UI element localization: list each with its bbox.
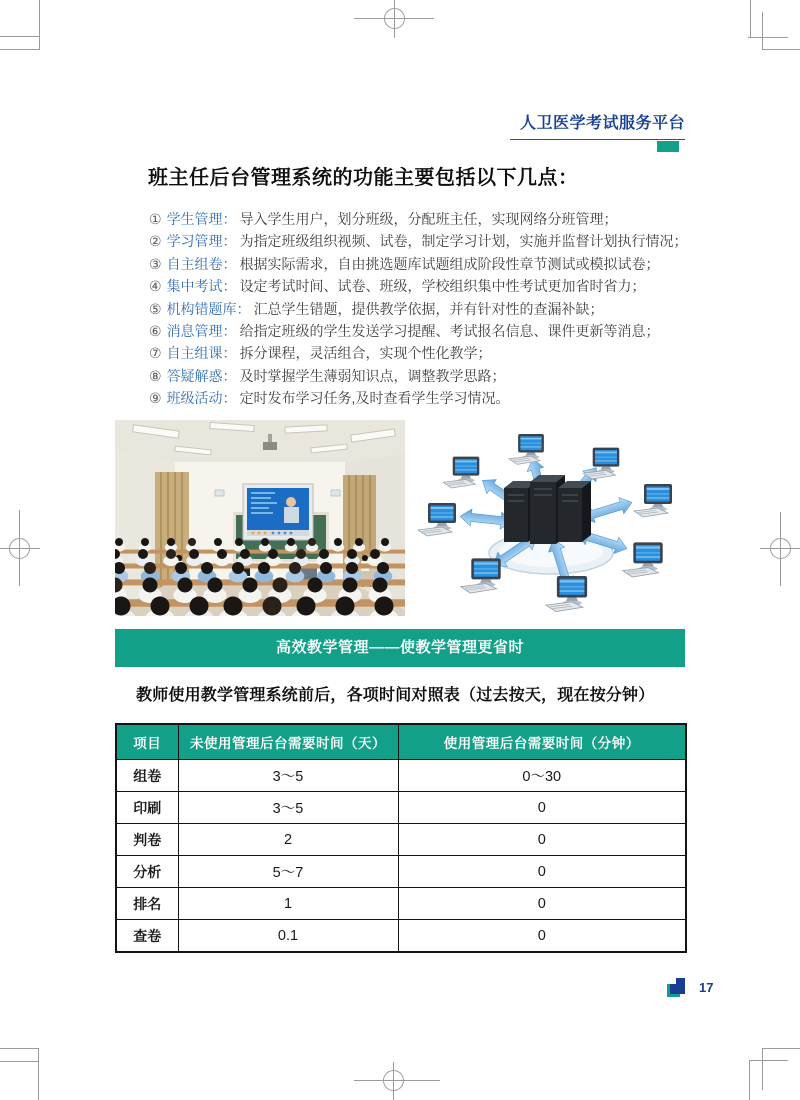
cell-after: 0	[398, 920, 686, 953]
item-desc: 导入学生用户，划分班级，分配班主任，实现网络分班管理；	[239, 211, 618, 227]
item-label: 学生管理：	[166, 211, 237, 227]
feature-item	[149, 275, 709, 297]
cell-after: 0	[398, 856, 686, 888]
feature-item	[149, 387, 709, 409]
section-title: 班主任后台管理系统的功能主要包括以下几点：	[148, 167, 579, 189]
row-label: 分析	[116, 856, 178, 888]
cell-before: 2	[178, 824, 398, 856]
item-desc: 给指定班级的学生发送学习提醒、考试报名信息、课件更新等消息；	[239, 323, 660, 340]
table-row	[116, 824, 686, 856]
item-desc: 根据实际需求，自由挑选题库试题组成阶段性章节测试或模拟试卷；	[239, 255, 660, 272]
feature-item	[149, 253, 709, 275]
network-diagram	[418, 422, 690, 620]
table-row	[116, 888, 686, 920]
item-label: 班级活动：	[166, 390, 237, 407]
book-corner-logo-icon	[666, 976, 690, 1000]
section-banner: 高效教学管理——使教学管理更省时	[115, 629, 685, 667]
table-caption: 教师使用教学管理系统前后，各项时间对照表（过去按天，现在按分钟）	[136, 687, 655, 704]
brand-accent-square	[657, 141, 679, 152]
row-label: 排名	[116, 888, 178, 920]
item-number: ⑥	[149, 323, 162, 340]
cell-before: 3～5	[178, 792, 398, 824]
item-label: 学习管理：	[166, 233, 237, 250]
item-number: ⑦	[149, 345, 162, 362]
item-label: 自主组课：	[166, 345, 237, 362]
feature-item	[149, 342, 709, 364]
item-number: ⑧	[149, 367, 162, 384]
item-label: 集中考试：	[166, 278, 237, 295]
cell-after: 0	[398, 792, 686, 824]
item-desc: 汇总学生错题，提供教学依据，并有针对性的查漏补缺；	[253, 300, 604, 317]
comparison-table	[115, 723, 687, 953]
row-label: 印刷	[116, 792, 178, 824]
feature-item	[149, 208, 709, 230]
row-label: 查卷	[116, 920, 178, 953]
classroom-photo	[115, 420, 405, 616]
platform-brand-title: 人卫医学考试服务平台	[510, 110, 685, 140]
row-label: 判卷	[116, 824, 178, 856]
table-row	[116, 856, 686, 888]
server-towers	[504, 475, 591, 544]
item-number: ①	[149, 211, 162, 227]
item-label: 答疑解惑：	[166, 367, 237, 384]
cell-after: 0	[398, 824, 686, 856]
cell-before: 3～5	[178, 760, 398, 792]
col-header-item: 项目	[116, 724, 178, 760]
feature-item	[149, 365, 709, 387]
item-label: 机构错题库：	[166, 300, 251, 317]
item-label: 自主组卷：	[166, 255, 237, 272]
item-desc: 定时发布学习任务,及时查看学生学习情况。	[239, 390, 510, 407]
item-number: ⑤	[149, 300, 162, 317]
feature-item	[149, 230, 709, 252]
table-row	[116, 792, 686, 824]
table-row	[116, 920, 686, 953]
item-desc: 及时掌握学生薄弱知识点，调整教学思路；	[239, 367, 506, 384]
cell-before: 0.1	[178, 920, 398, 953]
feature-item	[149, 320, 709, 342]
item-desc: 为指定班级组织视频、试卷，制定学习计划，实施并监督计划执行情况；	[239, 233, 688, 250]
cell-after: 0～30	[398, 760, 686, 792]
page-number: 17	[699, 980, 714, 995]
item-label: 消息管理：	[166, 323, 237, 340]
cell-after: 0	[398, 888, 686, 920]
item-number: ②	[149, 233, 162, 250]
cell-before: 1	[178, 888, 398, 920]
item-desc: 设定考试时间、试卷、班级，学校组织集中性考试更加省时省力；	[239, 278, 646, 295]
feature-list	[149, 208, 709, 410]
item-desc: 拆分课程，灵活组合，实现个性化教学；	[239, 345, 492, 362]
table-header-row	[116, 724, 686, 760]
item-number: ⑨	[149, 390, 162, 407]
col-header-after: 使用管理后台需要时间（分钟）	[398, 724, 686, 760]
col-header-before: 未使用管理后台需要时间（天）	[178, 724, 398, 760]
item-number: ④	[149, 278, 162, 295]
row-label: 组卷	[116, 760, 178, 792]
table-row	[116, 760, 686, 792]
item-number: ③	[149, 255, 162, 272]
feature-item	[149, 298, 709, 320]
cell-before: 5～7	[178, 856, 398, 888]
